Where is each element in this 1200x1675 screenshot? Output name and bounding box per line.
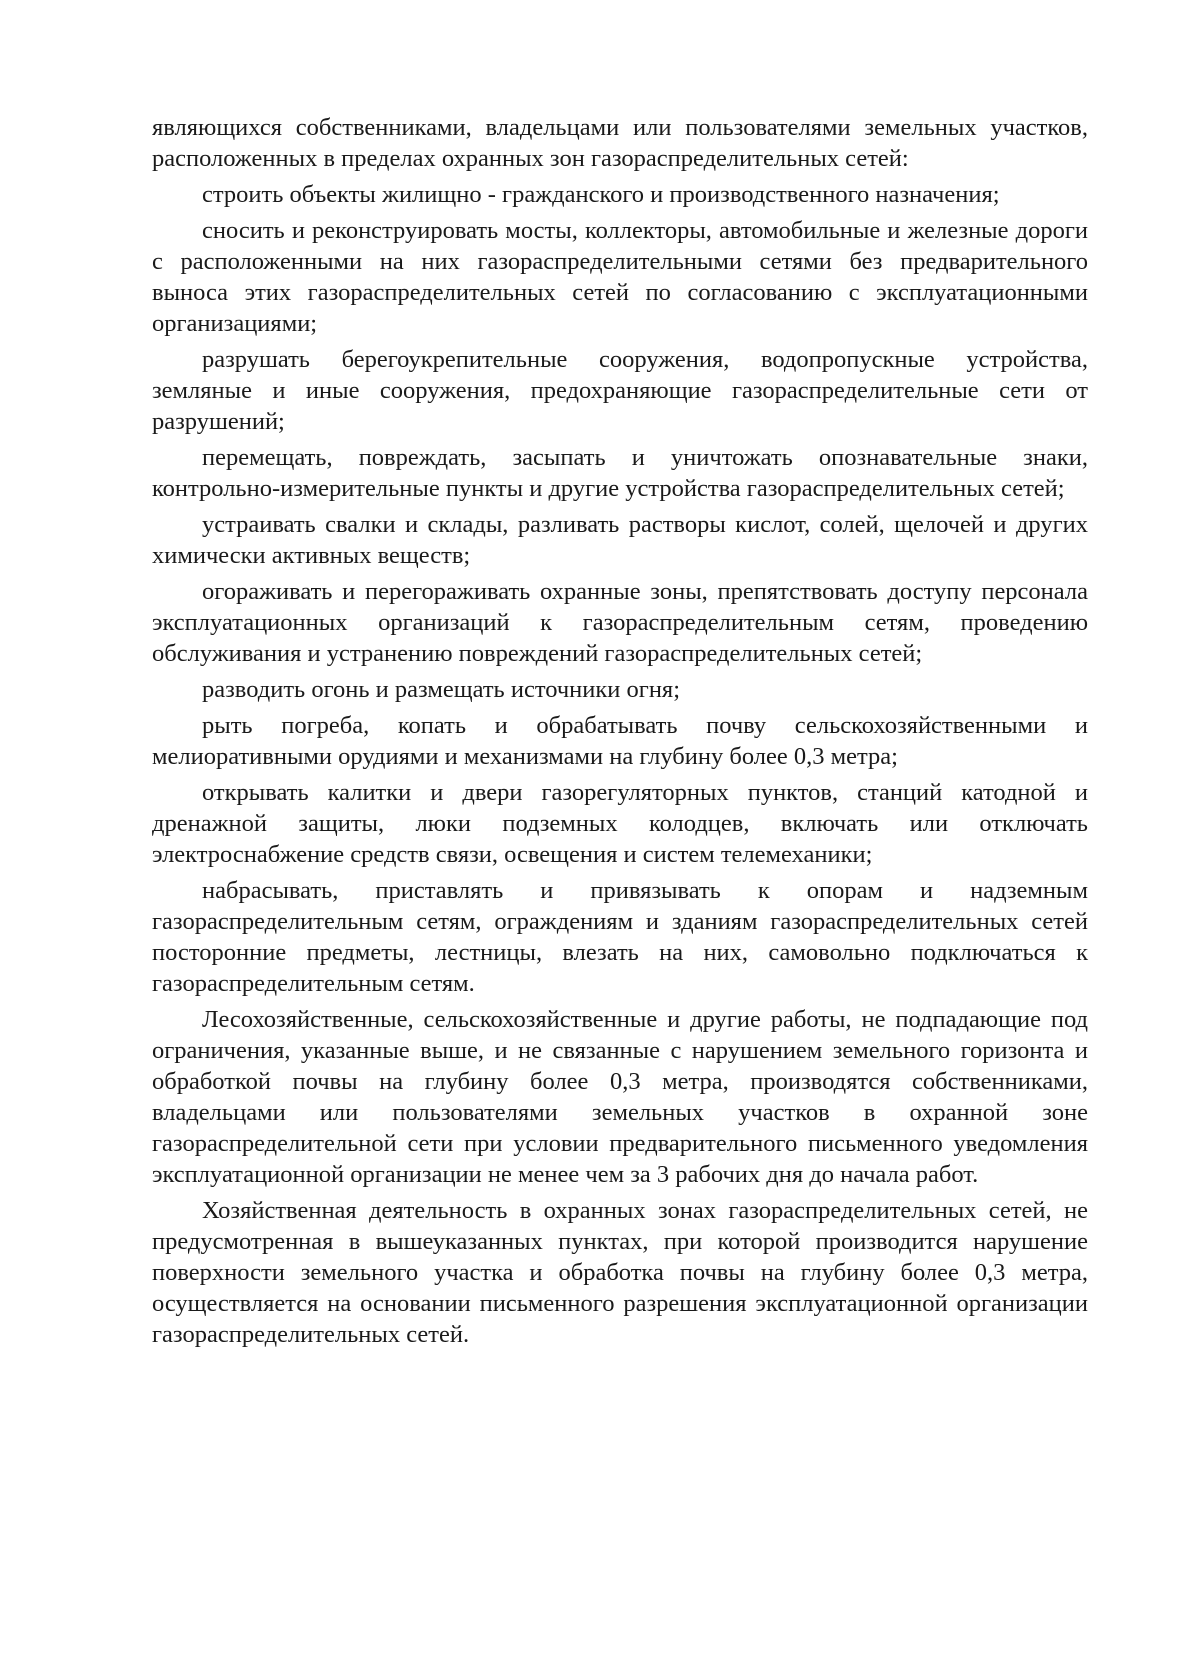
paragraph-destroy-structures-restriction: разрушать берегоукрепительные сооружения, водопропускные устройства, земляные и иные сооружения, предохраняющие газораспределительные сети от разрушений; <box>152 346 1088 435</box>
paragraph-fencing-restriction: огораживать и перегораживать охранные зоны, препятствовать доступу персонала эксплуатационных организаций к газораспределительным сетям, проведению обслуживания и устранению повреждений газораспределительных сетей; <box>152 578 1088 667</box>
document-body <box>152 112 1088 1355</box>
paragraph-signs-restriction: перемещать, повреждать, засыпать и уничтожать опознавательные знаки, контрольно-измерительные пункты и другие устройства газораспределительных сетей; <box>152 444 1088 502</box>
paragraph-dumps-restriction: устраивать свалки и склады, разливать растворы кислот, солей, щелочей и других химически активных веществ; <box>152 511 1088 569</box>
paragraph-demolish-restriction: сносить и реконструировать мосты, коллекторы, автомобильные и железные дороги с расположенными на них газораспределительными сетями без предварительного выноса этих газораспределительных сетей по согласованию с эксплуатационными организациями; <box>152 217 1088 337</box>
paragraph-permitted-works: Лесохозяйственные, сельскохозяйственные и другие работы, не подпадающие под ограничения, указанные выше, и не связанные с нарушением земельного горизонта и обработкой почвы на глубину более 0,3 метра, производятся собственниками, владельцами или пользователями земельных участков в охранной зоне газораспределительной сети при условии предварительного письменного уведомления эксплуатационной организации не менее чем за 3 рабочих дня до начала работ. <box>152 1006 1088 1188</box>
paragraph-digging-restriction: рыть погреба, копать и обрабатывать почву сельскохозяйственными и мелиоративными орудиями и механизмами на глубину более 0,3 метра; <box>152 712 1088 770</box>
paragraph-build-restriction: строить объекты жилищно - гражданского и производственного назначения; <box>202 181 1000 208</box>
paragraph-doors-restriction: открывать калитки и двери газорегуляторных пунктов, станций катодной и дренажной защиты, люки подземных колодцев, включать или отключать электроснабжение средств связи, освещения и систем телемеханики; <box>152 779 1088 868</box>
paragraph-objects-restriction: набрасывать, приставлять и привязывать к опорам и надземным газораспределительным сетям, ограждениям и зданиям газораспределительных сетей посторонние предметы, лестницы, влезать на них, самовольно подключаться к газораспределительным сетям. <box>152 877 1088 997</box>
paragraph-intro: являющихся собственниками, владельцами или пользователями земельных участков, расположенных в пределах охранных зон газораспределительных сетей: <box>152 114 1088 172</box>
paragraph-fire-restriction: разводить огонь и размещать источники огня; <box>202 676 681 703</box>
paragraph-economic-activity: Хозяйственная деятельность в охранных зонах газораспределительных сетей, не предусмотренная в вышеуказанных пунктах, при которой производится нарушение поверхности земельного участка и обработка почвы на глубину более 0,3 метра, осуществляется на основании письменного разрешения эксплуатационной организации газораспределительных сетей. <box>152 1197 1088 1348</box>
